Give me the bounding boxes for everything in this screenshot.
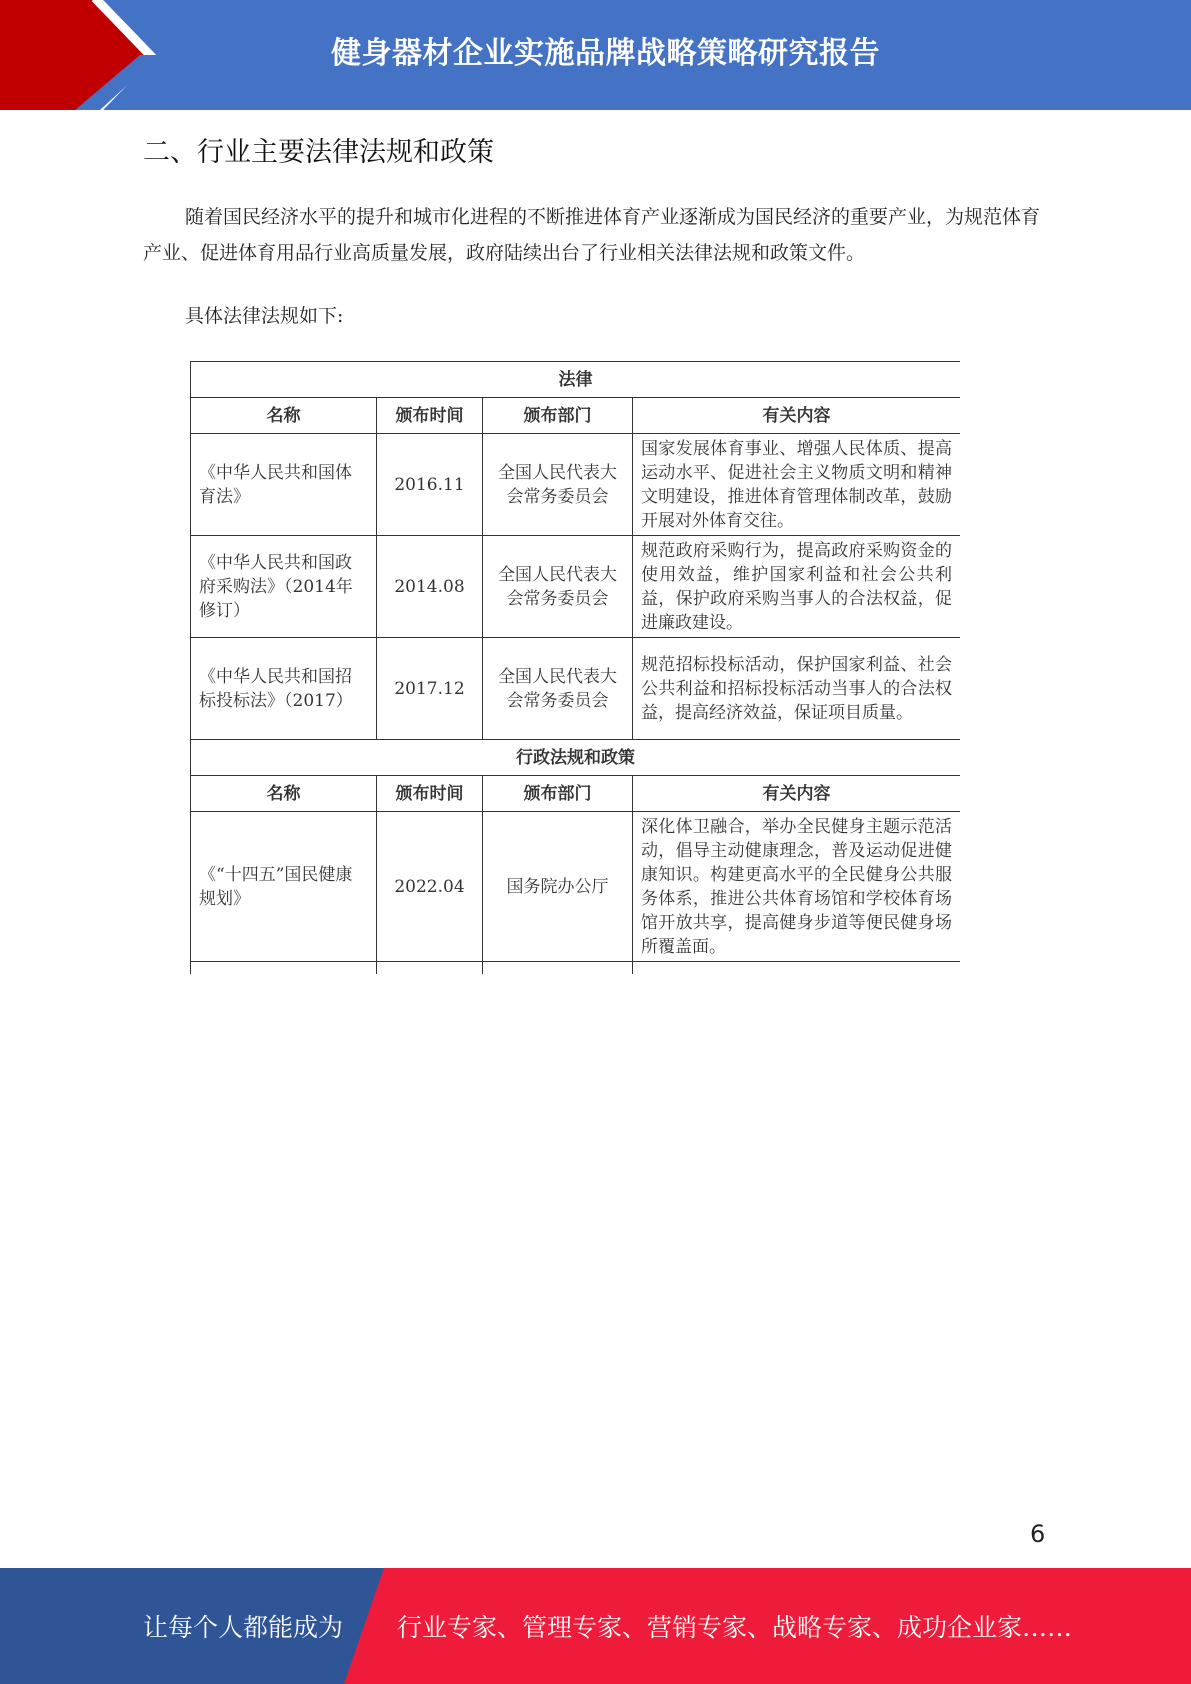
table-row [191,812,961,962]
footer-slogan-left: 让每个人都能成为 [143,1613,344,1642]
law-date: 2017.12 [377,638,483,740]
column-header-date: 颁布时间 [377,398,483,434]
column-header-date: 颁布时间 [377,776,483,812]
law-dept: 全国人民代表大会常务委员会 [483,434,633,536]
footer-slogan-right: 行业专家、管理专家、营销专家、战略专家、成功企业家…… [397,1613,1073,1642]
table-row [191,638,961,740]
law-name: 《中华人民共和国政府采购法》（2014年修订） [191,536,377,638]
lead-paragraph: 具体法律法规如下: [185,305,344,327]
section-title: 行政法规和政策 [191,740,961,776]
report-title: 健身器材企业实施品牌战略策略研究报告 [331,36,880,71]
laws-table [190,361,960,974]
law-date: 2016.11 [377,434,483,536]
law-dept: 全国人民代表大会常务委员会 [483,536,633,638]
law-content: 规范招标投标活动，保护国家利益、社会公共利益和招标投标活动当事人的合法权益，提高经济效益，保证项目质量。 [633,638,961,740]
column-header-dept: 颁布部门 [483,776,633,812]
law-name: 《中华人民共和国体育法》 [191,434,377,536]
law-content: 国家发展体育事业、增强人民体质、提高运动水平、促进社会主义物质文明和精神文明建设，推进体育管理体制改革，鼓励开展对外体育交往。 [633,434,961,536]
laws-table-container [190,361,960,974]
policy-date: 2022.04 [377,812,483,962]
policy-name: 《“十四五”国民健康规划》 [191,812,377,962]
page-number: 6 [1030,1520,1046,1548]
table-section-row [191,362,961,398]
table-row [191,536,961,638]
policy-content: 深化体卫融合，举办全民健身主题示范活动，倡导主动健康理念，普及运动促进健康知识。构建更高水平的全民健身公共服务体系，推进公共体育场馆和学校体育场馆开放共享，提高健身步道等便民健身场所覆盖面。 [633,812,961,962]
intro-paragraph: 随着国民经济水平的提升和城市化进程的不断推进体育产业逐渐成为国民经济的重要产业，为规范体育产业、促进体育用品行业高质量发展，政府陆续出台了行业相关法律法规和政策文件。 [143,206,1041,264]
table-header-row [191,398,961,434]
section-title: 法律 [191,362,961,398]
column-header-name: 名称 [191,776,377,812]
column-header-dept: 颁布部门 [483,398,633,434]
column-header-content: 有关内容 [633,776,961,812]
section-heading: 二、行业主要法律法规和政策 [143,137,494,168]
column-header-name: 名称 [191,398,377,434]
policy-dept: 国务院办公厅 [483,812,633,962]
table-section-row [191,740,961,776]
law-name: 《中华人民共和国招标投标法》（2017） [191,638,377,740]
table-header-row [191,776,961,812]
footer-banner [0,1568,1191,1684]
law-content: 规范政府采购行为，提高政府采购资金的使用效益，维护国家利益和社会公共利益，保护政府采购当事人的合法权益，促进廉政建设。 [633,536,961,638]
table-row [191,434,961,536]
header-banner [0,0,1191,110]
table-row-continued [191,962,961,975]
law-dept: 全国人民代表大会常务委员会 [483,638,633,740]
law-date: 2014.08 [377,536,483,638]
column-header-content: 有关内容 [633,398,961,434]
